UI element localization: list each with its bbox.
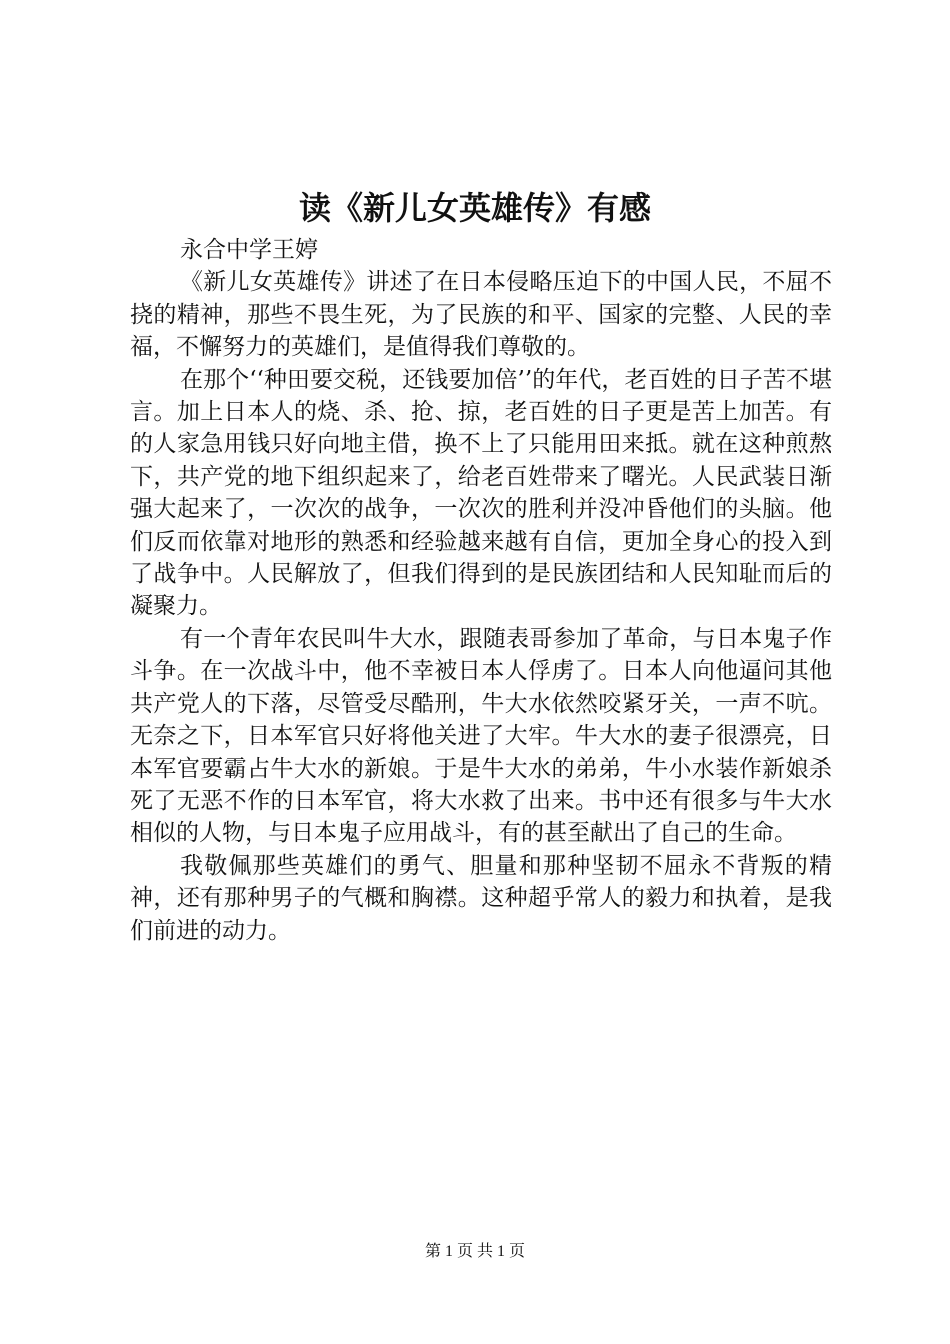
author-line: 永合中学王婷 [180,237,318,263]
document-body [130,234,832,947]
paragraph-3: 有一个青年农民叫牛大水，跟随表哥参加了革命，与日本鬼子作斗争。在一次战斗中，他不幸被日本人俘虏了。日本人向他逼问其他共产党人的下落，尽管受尽酷刑，牛大水依然咬紧牙关，一声不吭。无奈之下，日本军官只好将他关进了大牢。牛大水的妻子很漂亮，日本军官要霸占牛大水的新娘。于是牛大水的弟弟，牛小水装作新娘杀死了无恶不作的日本军官，将大水救了出来。书中还有很多与牛大水相似的人物，与日本鬼子应用战斗，有的甚至献出了自己的生命。 [130,625,832,847]
page-footer: 第 1 页 共 1 页 [424,1243,525,1260]
document-title: 读《新儿女英雄传》有感 [298,189,651,227]
paragraph-1: 《新儿女英雄传》讲述了在日本侵略压迫下的中国人民，不屈不挠的精神，那些不畏生死，为了民族的和平、国家的完整、人民的幸福，不懈努力的英雄们，是值得我们尊敬的。 [130,269,832,361]
paragraph-4: 我敬佩那些英雄们的勇气、胆量和那种坚韧不屈永不背叛的精神，还有那种男子的气概和胸襟。这种超乎常人的毅力和执着，是我们前进的动力。 [130,852,832,944]
paragraph-2: 在那个‘‘种田要交税，还钱要加倍’’的年代，老百姓的日子苦不堪言。加上日本人的烧、杀、抢、掠，老百姓的日子更是苦上加苦。有的人家急用钱只好向地主借，换不上了只能用田来抵。就在这种煎熬下，共产党的地下组织起来了，给老百姓带来了曙光。人民武装日渐强大起来了，一次次的战争，一次次的胜利并没冲昏他们的头脑。他们反而依靠对地形的熟悉和经验越来越有自信，更加全身心的投入到了战争中。人民解放了，但我们得到的是民族团结和人民知耻而后的凝聚力。 [130,366,832,620]
